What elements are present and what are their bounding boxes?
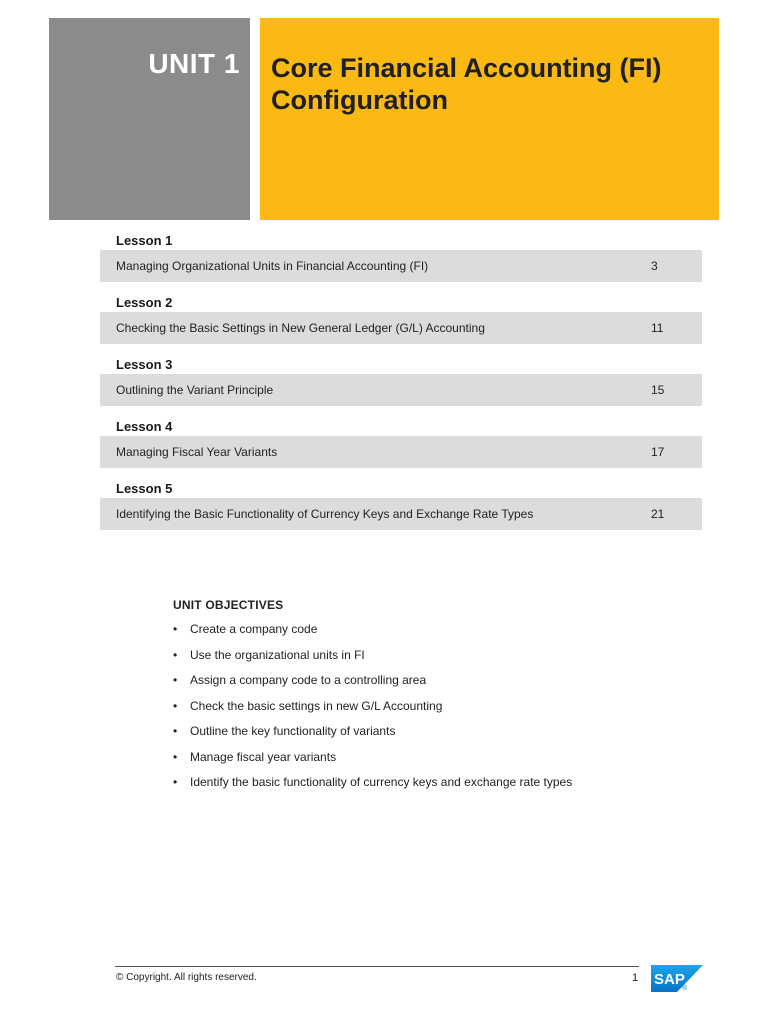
objective-item (173, 672, 673, 698)
objectives-heading: UNIT OBJECTIVES (173, 598, 284, 612)
lesson-entry (100, 356, 702, 418)
objective-item (173, 647, 673, 673)
bullet-icon: • (173, 647, 178, 662)
lesson-heading: Lesson 2 (116, 295, 173, 310)
lesson-title: Outlining the Variant Principle (116, 383, 274, 397)
page-number: 1 (632, 972, 639, 984)
lesson-row (100, 374, 702, 406)
lesson-heading: Lesson 3 (116, 357, 173, 372)
lesson-page-number: 15 (651, 383, 665, 397)
lesson-row (100, 312, 702, 344)
lesson-heading: Lesson 1 (116, 233, 173, 248)
lesson-row (100, 436, 702, 468)
lesson-page-number: 11 (651, 321, 664, 335)
lesson-title: Managing Organizational Units in Financial Accounting (FI) (116, 259, 429, 273)
bullet-icon: • (173, 622, 178, 636)
objective-text: Assign a company code to a controlling area (190, 673, 427, 687)
unit-title-panel (260, 18, 719, 220)
lesson-entry (100, 418, 702, 480)
lesson-list (100, 232, 702, 542)
bullet-icon: • (173, 724, 178, 738)
lesson-entry (100, 232, 702, 294)
lesson-heading: Lesson 4 (116, 419, 173, 434)
lesson-page-number: 3 (651, 259, 658, 273)
lesson-entry (100, 480, 702, 542)
lesson-row (100, 250, 702, 282)
lesson-title: Identifying the Basic Functionality of Currency Keys and Exchange Rate Types (116, 507, 534, 521)
objectives-list (173, 621, 673, 800)
unit-number-panel (49, 18, 250, 220)
lesson-title: Managing Fiscal Year Variants (116, 445, 278, 459)
objective-item (173, 749, 673, 775)
objective-text: Manage fiscal year variants (190, 749, 337, 764)
bullet-icon: • (173, 698, 178, 713)
lesson-title: Checking the Basic Settings in New General Ledger (G/L) Accounting (116, 321, 485, 335)
unit-number: UNIT 1 (148, 48, 240, 79)
sap-registered-mark: ® (682, 985, 688, 992)
sap-logo-text: SAP (654, 971, 685, 988)
unit-objectives (173, 598, 673, 800)
lesson-entry (100, 294, 702, 356)
footer-divider (115, 966, 639, 967)
lesson-heading: Lesson 5 (116, 481, 173, 496)
bullet-icon: • (173, 673, 178, 687)
bullet-icon: • (173, 749, 178, 764)
sap-logo-icon (651, 965, 703, 992)
objective-text: Create a company code (190, 622, 318, 636)
lesson-row (100, 498, 702, 530)
objective-item (173, 723, 673, 749)
unit-title-line-1: Core Financial Accounting (FI) (271, 53, 662, 83)
objective-item (173, 774, 673, 800)
lesson-page-number: 21 (651, 507, 665, 521)
unit-title (271, 52, 711, 116)
bullet-icon: • (173, 775, 178, 789)
lesson-page-number: 17 (651, 445, 665, 459)
unit-title-line-2: Configuration (271, 85, 448, 115)
copyright-notice: © Copyright. All rights reserved. (116, 972, 257, 983)
objective-text: Check the basic settings in new G/L Accounting (190, 698, 443, 713)
objective-text: Identify the basic functionality of currency keys and exchange rate types (190, 775, 573, 789)
objective-text: Use the organizational units in FI (190, 647, 365, 662)
objective-item (173, 621, 673, 647)
objective-text: Outline the key functionality of variants (190, 724, 396, 738)
objective-item (173, 698, 673, 724)
